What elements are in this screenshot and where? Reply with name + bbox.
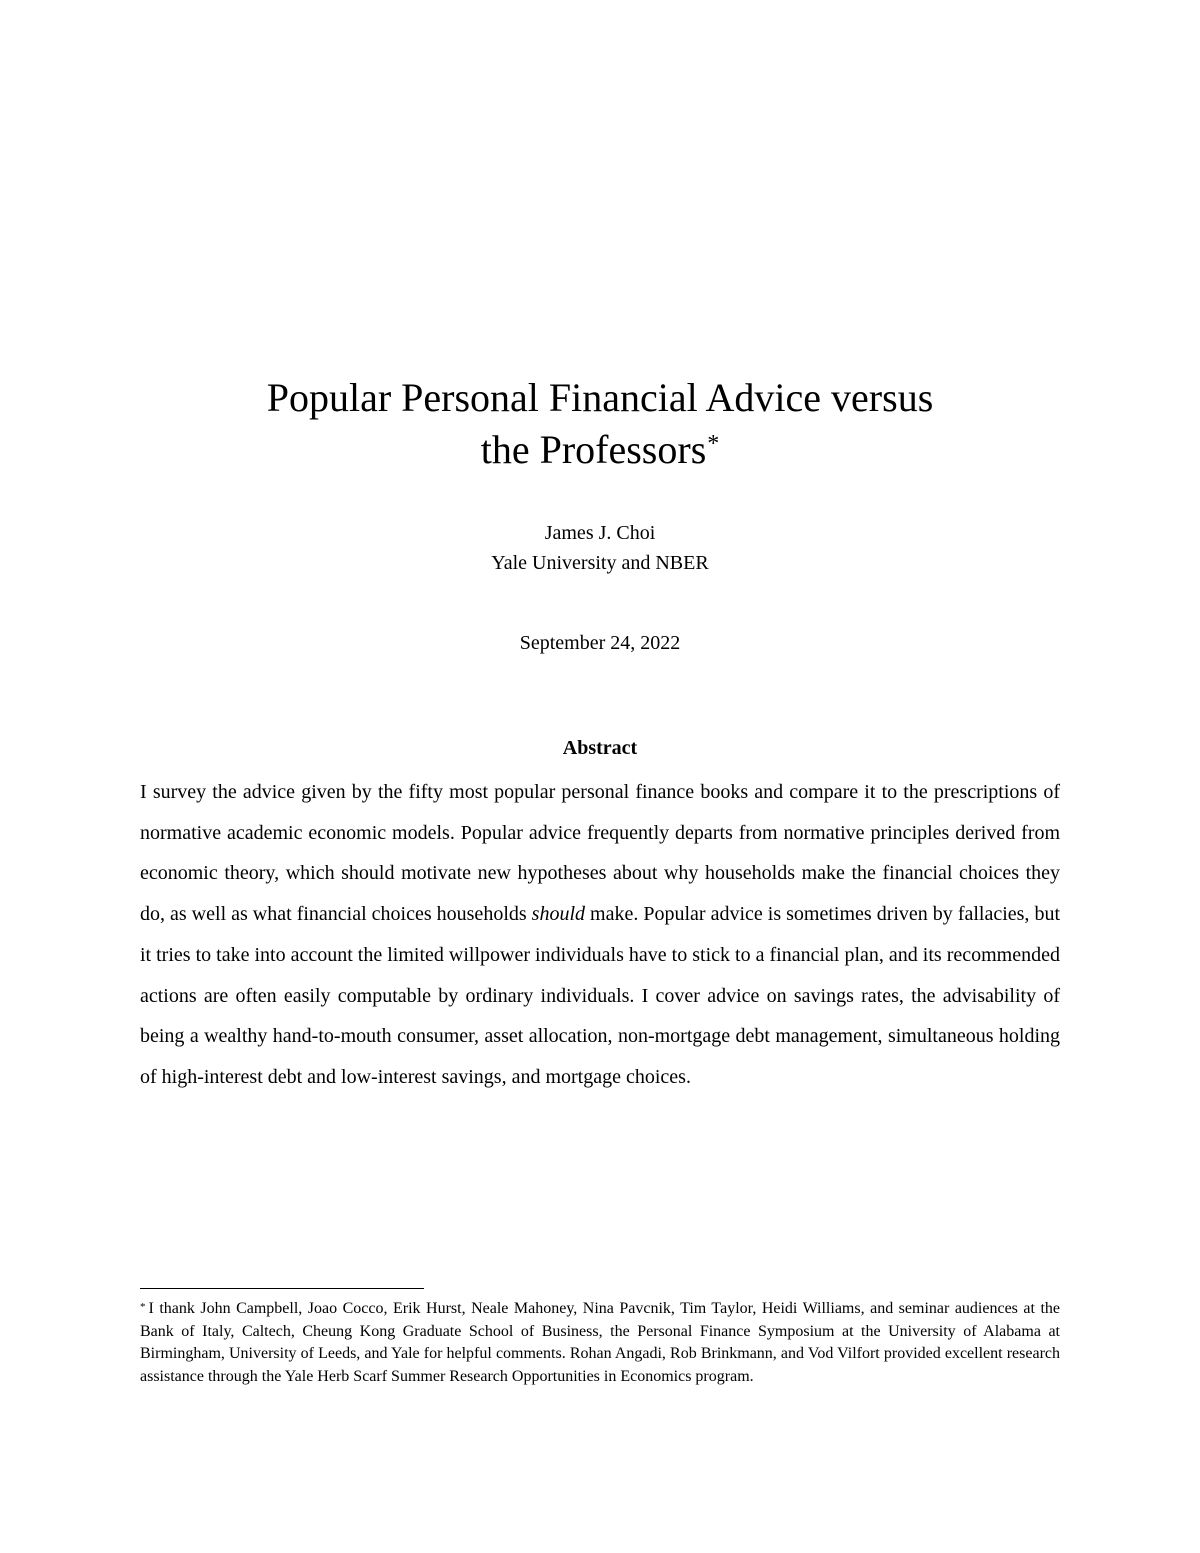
footnote-text: I thank John Campbell, Joao Cocco, Erik Hurst, Neale Mahoney, Nina Pavcnik, Tim Taylor, Heidi Williams, and seminar audiences at the Bank of Italy, Caltech, Cheung Kong Graduate School of Business, the Personal Finance Symposium at the University of Alabama at Birmingham, University of Leeds, and Yale for helpful comments. Rohan Angadi, Rob Brinkmann, and Vod Vilfort provided excellent research assistance through the Yale Herb Scarf Summer Research Opportunities in Economics program. (140, 1300, 1060, 1385)
abstract-text-part-2: make. Popular advice is sometimes driven by fallacies, but it tries to take into account the limited willpower individuals have to stick to a financial plan, and its recommended actions are often easily computable by ordinary individuals. I cover advice on savings rates, the advisability of being a wealthy hand-to-mouth consumer, asset allocation, non-mortgage debt management, simultaneous holding of high-interest debt and low-interest savings, and mortgage choices. (140, 903, 1061, 1088)
paper-title (0, 372, 1200, 476)
abstract-text-part-1: I survey the advice given by the fifty most popular personal finance books and compare it to the prescriptions of normative academic economic models. Popular advice frequently departs from normative principles derived from economic theory, which should motivate new hypotheses about why households make the financial choices they do, as well as what financial choices households (140, 781, 1060, 926)
title-footnote-mark: * (707, 431, 720, 457)
title-line-2-text: the Professors (480, 427, 707, 472)
author-block (0, 518, 1200, 578)
title-line-1: Popular Personal Financial Advice versus (266, 375, 934, 420)
abstract-emphasis: should (531, 903, 586, 926)
abstract-body (140, 772, 1060, 1098)
author-name: James J. Choi (544, 522, 656, 544)
author-affiliation: Yale University and NBER (491, 552, 709, 574)
abstract-heading: Abstract (562, 737, 638, 759)
footnote-separator (140, 1288, 424, 1289)
title-line-2 (0, 424, 1200, 476)
footnote-mark: * (140, 1301, 146, 1313)
footnote (140, 1298, 1060, 1388)
paper-date: September 24, 2022 (519, 632, 681, 654)
